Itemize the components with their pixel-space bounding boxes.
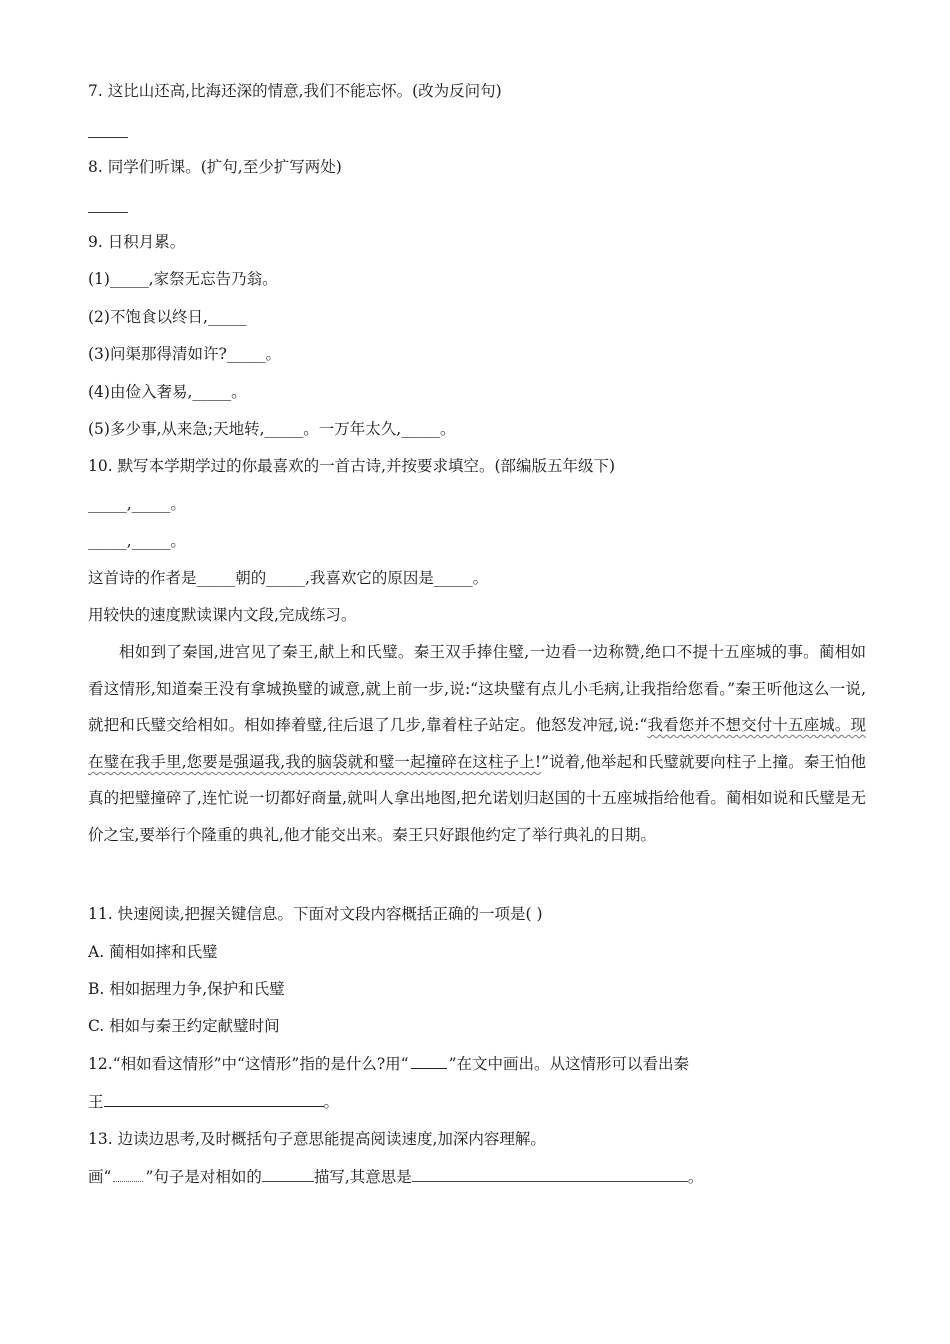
q7-answer-line [88,122,128,144]
q13-description-blank[interactable] [262,1167,314,1182]
q12-line-2 [88,1091,339,1113]
q10-poem-line-1: _____,_____。 [88,495,186,513]
q7-prompt: 7. 这比山还高,比海还深的情意,我们不能忘怀。(改为反问句) [88,82,502,100]
q13-text-4: 。 [687,1168,704,1186]
q12-text-4: 。 [323,1093,340,1111]
q12-text-1: 12.“相如看这情形”中“这情形”指的是什么?用“ [88,1055,409,1073]
q13-text-3: 描写,其意思是 [313,1168,412,1186]
q9-item-3: (3)问渠那得清如许?_____。 [88,345,282,363]
passage-text-end: ”说着,他举起和氏璧就要向柱子上撞。秦王怕他真的把璧撞碎了,连忙说一切都好商量,就叫人拿出地图,把允诺划归赵国的十五座城指给他看。蔺相如说和氏璧是无价之宝,要举行个隆重的典礼,他才能交出来。秦王只好跟他约定了举行典礼的日期。 [88,752,866,844]
q9-item-4: (4)由俭入奢易,_____。 [88,383,247,401]
q9-item-2: (2)不饱食以终日,_____ [88,308,247,326]
reading-instruction: 用较快的速度默读课内文段,完成练习。 [88,606,357,624]
q12-text-3: 王 [88,1093,104,1111]
q11-option-c: C. 相如与秦王约定献璧时间 [88,1017,280,1035]
q9-item-5: (5)多少事,从来急;天地转,_____。一万年太久,_____。 [88,420,456,438]
q8-prompt: 8. 同学们听课。(扩句,至少扩写两处) [88,158,342,176]
q10-author-line: 这首诗的作者是_____朝的_____,我喜欢它的原因是_____。 [88,569,489,587]
q11-title: 11. 快速阅读,把握关键信息。下面对文段内容概括正确的一项是( ) [88,905,543,923]
q13-line [88,1166,703,1188]
q9-title: 9. 日积月累。 [88,233,186,251]
q10-poem-line-2: _____,_____。 [88,532,186,550]
straight-underline-sample [411,1054,447,1069]
passage-wavy-sentence: 我看您并不想交付十五座城。现在璧在我手里,您要是强逼我,我的脑袋就和璧一起撞碎在这柱子上! [88,716,866,771]
passage-text-start: 相如到了秦国,进宫见了秦王,献上和氏璧。秦王双手捧住璧,一边看一边称赞,绝口不提十五座城的事。蔺相如看这情形,知道秦王没有拿城换璧的诚意,就上前一步,说:“这块璧有点儿小毛病,让我指给您看。”秦王听他这么一说,就把和氏璧交给相如。相如捧着璧,往后退了几步,靠着柱子站定。他怒发冲冠,说:“ [88,643,866,735]
q12-line-1 [88,1053,689,1075]
q13-title: 13. 边读边思考,及时概括句子意思能提高阅读速度,加深内容理解。 [88,1130,546,1148]
q12-text-2: ”在文中画出。从这情形可以看出秦 [448,1055,690,1073]
q8-answer-line [88,197,128,219]
q12-answer-blank[interactable] [104,1092,324,1107]
q9-item-1: (1)_____,家祭无忘告乃翁。 [88,270,278,288]
q11-option-a: A. 蔺相如摔和氏璧 [88,943,218,961]
q13-meaning-blank[interactable] [412,1167,688,1182]
q11-option-b: B. 相如据理力争,保护和氏璧 [88,980,285,998]
wavy-underline-sample [113,1167,143,1182]
q13-text-1: 画“ [88,1168,112,1186]
q10-title: 10. 默写本学期学过的你最喜欢的一首古诗,并按要求填空。(部编版五年级下) [88,457,616,475]
reading-passage [88,634,866,854]
q13-text-2: ”句子是对相如的 [145,1168,262,1186]
